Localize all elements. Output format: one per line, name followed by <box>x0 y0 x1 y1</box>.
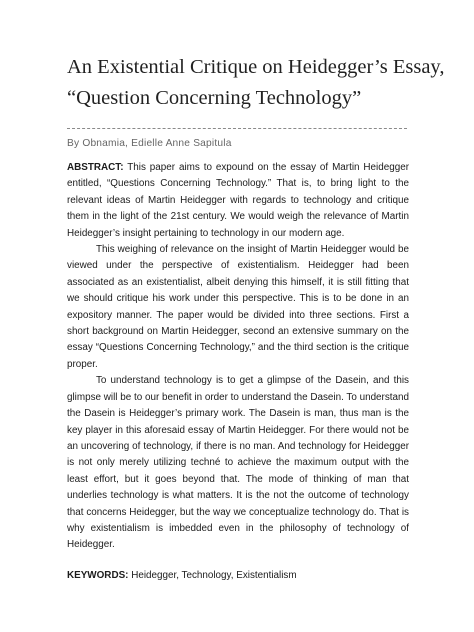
document-title <box>67 52 445 114</box>
document-page <box>67 52 445 584</box>
keywords-label: KEYWORDS: <box>67 569 129 581</box>
keywords-paragraph <box>67 568 409 584</box>
abstract-text: This paper aims to expound on the essay of Martin Heidegger entitled, “Questions Concerning Technology.” That is, to bring light to the relevant ideas of Martin Heidegger with regards to technology and critique them in the light of the 21st century. We would weigh the relevance of Martin Heidegger’s insight pertaining to technology in our modern age. <box>67 162 409 239</box>
body-paragraph-1: This weighing of relevance on the insight of Martin Heidegger would be viewed under the perspective of existentialism. Heidegger had been associated as an existentialist, albeit denying this himself, it is still fitting that we should critique his work under this perspective. This is to be done in an expository manner. The paper would be divided into three sections. First a short background on Martin Heidegger, second an extensive summary on the essay “Questions Concerning Technology,” and the third section is the critique proper. <box>67 244 409 370</box>
keywords-text: Heidegger, Technology, Existentialism <box>128 569 297 581</box>
title-line-1: An Existential Critique on Heidegger’s Essay, <box>67 56 445 78</box>
author-byline: By Obnamia, Edielle Anne Sapitula <box>67 138 232 149</box>
abstract-label: ABSTRACT: <box>67 162 124 173</box>
abstract-paragraph <box>67 160 409 242</box>
title-line-2: “Question Concerning Technology” <box>67 87 362 109</box>
dashed-divider <box>67 128 407 129</box>
body-paragraph-2: To understand technology is to get a glimpse of the Dasein, and this glimpse will be to our benefit in order to understand the Dasein. To understand the Dasein is Heidegger’s primary work. The Dasein is man, thus man is the key player in this aforesaid essay of Martin Heidegger. For there would not be an uncovering of technology, if there is no man. And technology for Heidegger is not only merely utilizing techné to achieve the maximum output with the least effort, but it goes beyond that. The mode of thinking of man that underlies technology is what matters. It is the not the outcome of technology that concerns Heidegger, but the way we conceptualize technology do. That is why existentialism is imbedded even in the philosophy of technology of Heidegger. <box>67 375 409 551</box>
